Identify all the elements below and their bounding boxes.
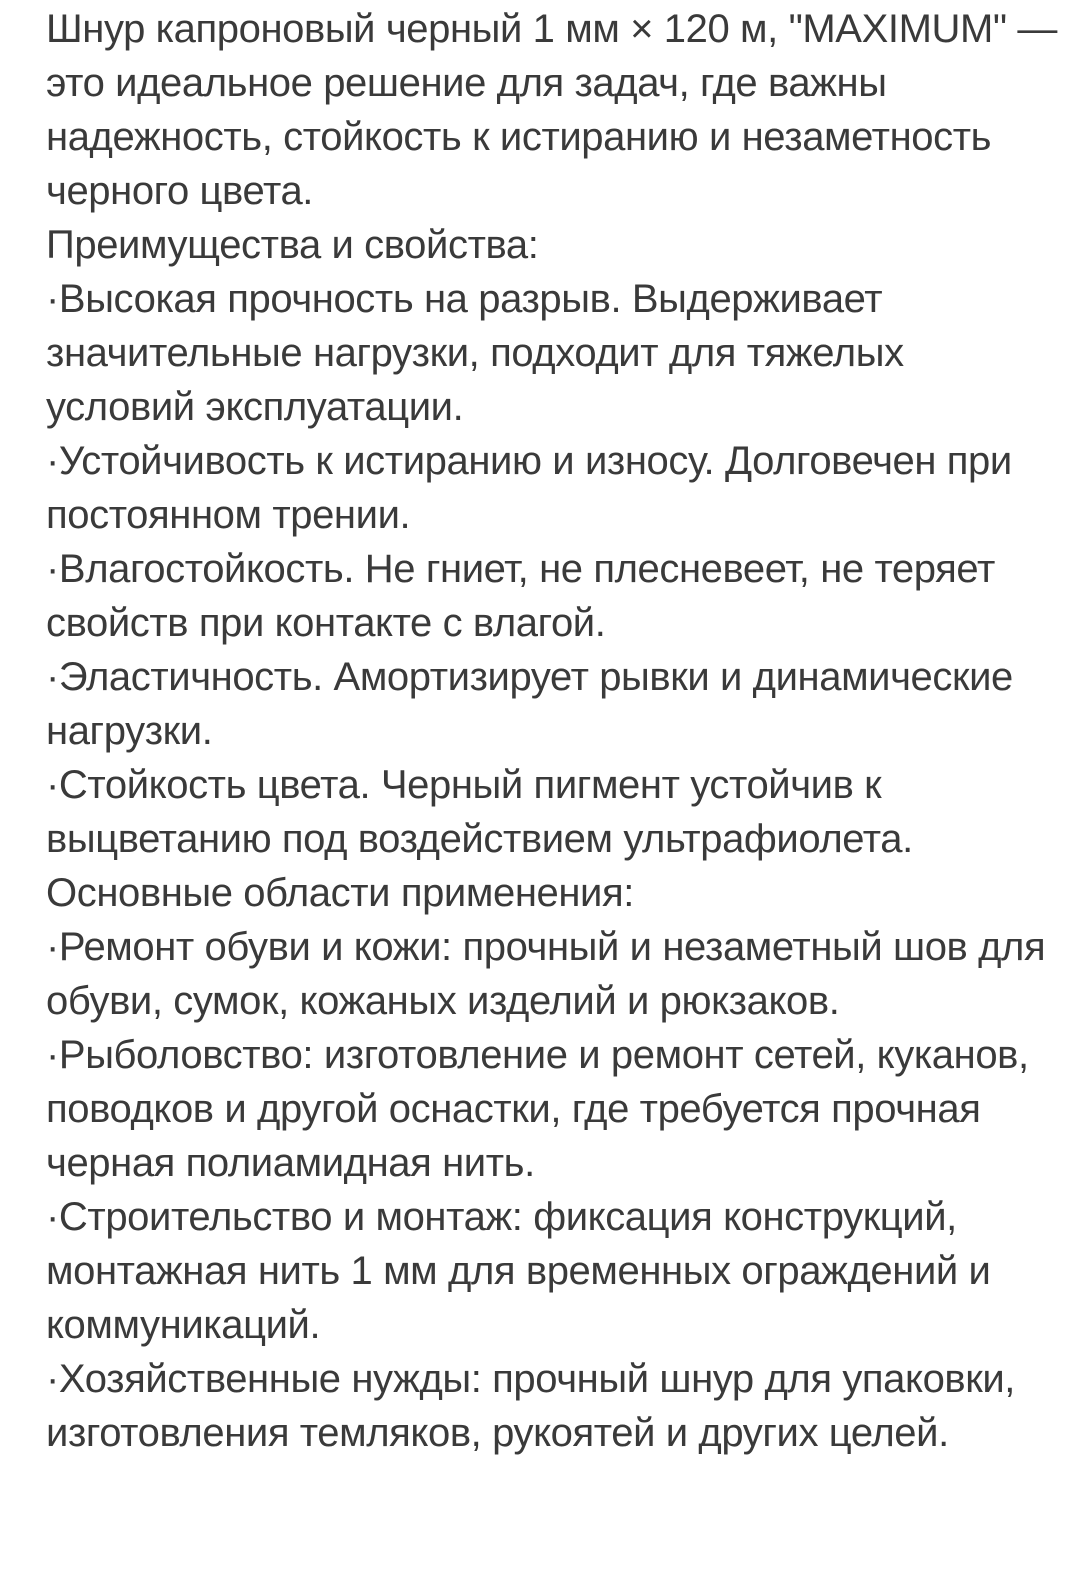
section-heading-applications: Основные области применения: [46, 871, 634, 915]
advantage-item-moisture: · Влагостойкость. Не гниет, не плесневеет, не теряет свойств при контакте с влагой. [46, 542, 1058, 650]
description-intro: Шнур капроновый черный 1 мм × 120 м, "MAXIMUM" — это идеальное решение для задач, где важны надежность, стойкость к истиранию и незаметность черного цвета. [46, 7, 1058, 213]
section-heading-advantages: Преимущества и свойства: [46, 223, 539, 267]
application-item-shoe-repair: · Ремонт обуви и кожи: прочный и незаметный шов для обуви, сумок, кожаных изделий и рюкзаков. [46, 920, 1058, 1028]
application-item-fishing: · Рыболовство: изготовление и ремонт сетей, куканов, поводков и другой оснастки, где требуется прочная черная полиамидная нить. [46, 1028, 1058, 1190]
application-item-household: · Хозяйственные нужды: прочный шнур для упаковки, изготовления темляков, рукоятей и других целей. [46, 1352, 1058, 1460]
advantage-item-colorfast: · Стойкость цвета. Черный пигмент устойчив к выцветанию под воздействием ультрафиолета. [46, 758, 1058, 866]
advantage-item-elasticity: · Эластичность. Амортизирует рывки и динамические нагрузки. [46, 650, 1058, 758]
advantage-item-abrasion: · Устойчивость к истиранию и износу. Долговечен при постоянном трении. [46, 434, 1058, 542]
application-item-construction: · Строительство и монтаж: фиксация конструкций, монтажная нить 1 мм для временных ограждений и коммуникаций. [46, 1190, 1058, 1352]
advantage-item-strength: · Высокая прочность на разрыв. Выдерживает значительные нагрузки, подходит для тяжелых условий эксплуатации. [46, 272, 1058, 434]
